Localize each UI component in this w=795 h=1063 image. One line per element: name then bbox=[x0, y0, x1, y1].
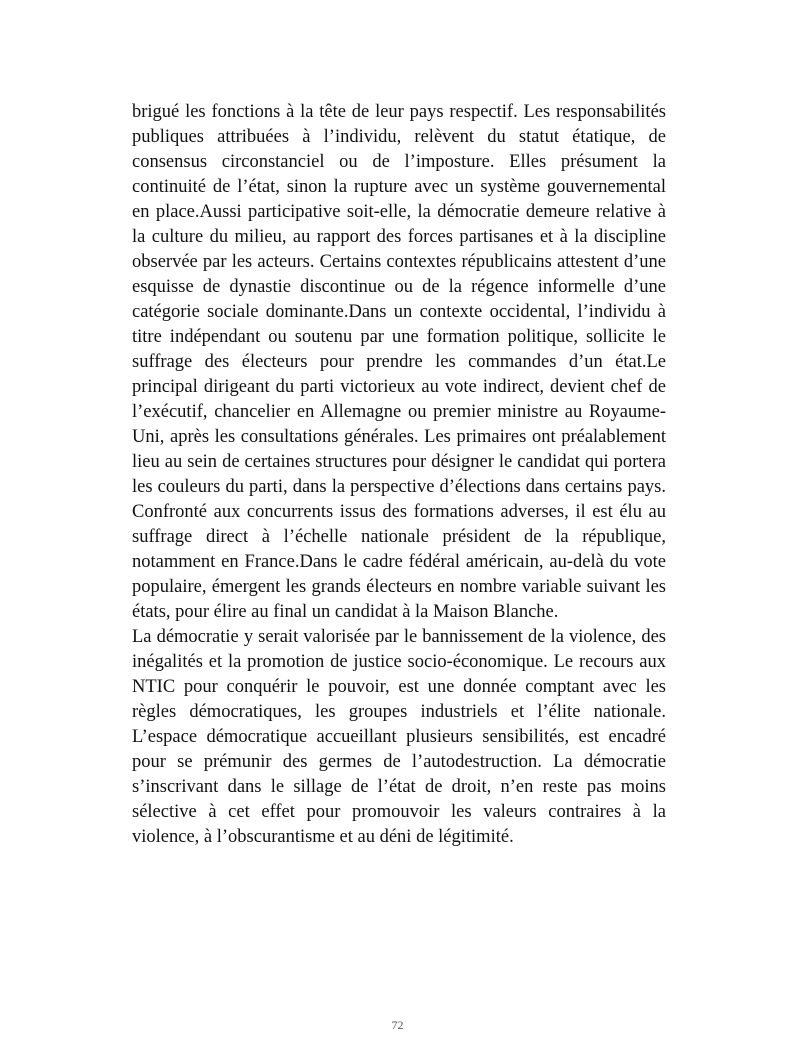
paragraph-1: brigué les fonctions à la tête de leur pays respectif. Les responsabilités publiques attribuées à l’individu, relèvent du statut étatique, de consensus circonstanciel ou de l’imposture. Elles présument la continuité de l’état, sinon la rupture avec un système gouvernemental en place.Aussi participative soit-elle, la démocratie demeure relative à la culture du milieu, au rapport des forces partisanes et à la discipline observée par les acteurs. Certains contextes républicains attestent d’une esquisse de dynastie discontinue ou de la régence informelle d’une catégorie sociale dominante.Dans un contexte occidental, l’individu à titre indépendant ou soutenu par une formation politique, sollicite le suffrage des électeurs pour prendre les commandes d’un état.Le principal dirigeant du parti victorieux au vote indirect, devient chef de l’exécutif, chancelier en Allemagne ou premier ministre au Royaume-Uni, après les consultations générales. Les primaires ont préalablement lieu au sein de certaines structures pour désigner le candidat qui portera les couleurs du parti, dans la perspective d’élections dans certains pays. Confronté aux concurrents issus des formations adverses, il est élu au suffrage direct à l’échelle nationale président de la république, notamment en France.Dans le cadre fédéral américain, au-delà du vote populaire, émergent les grands électeurs en nombre variable suivant les états, pour élire au final un candidat à la Maison Blanche. bbox=[132, 102, 666, 622]
page-number: 72 bbox=[391, 1018, 404, 1032]
body-text bbox=[132, 100, 666, 850]
paragraph-2: La démocratie y serait valorisée par le bannissement de la violence, des inégalités et la promotion de justice socio-économique. Le recours aux NTIC pour conquérir le pouvoir, est une donnée comptant avec les règles démocratiques, les groupes industriels et l’élite nationale. L’espace démocratique accueillant plusieurs sensibilités, est encadré pour se prémunir des germes de l’autodestruction. La démocratie s’inscrivant dans le sillage de l’état de droit, n’en reste pas moins sélective à cet effet pour promouvoir les valeurs contraires à la violence, à l’obscurantisme et au déni de légitimité. bbox=[132, 627, 666, 847]
